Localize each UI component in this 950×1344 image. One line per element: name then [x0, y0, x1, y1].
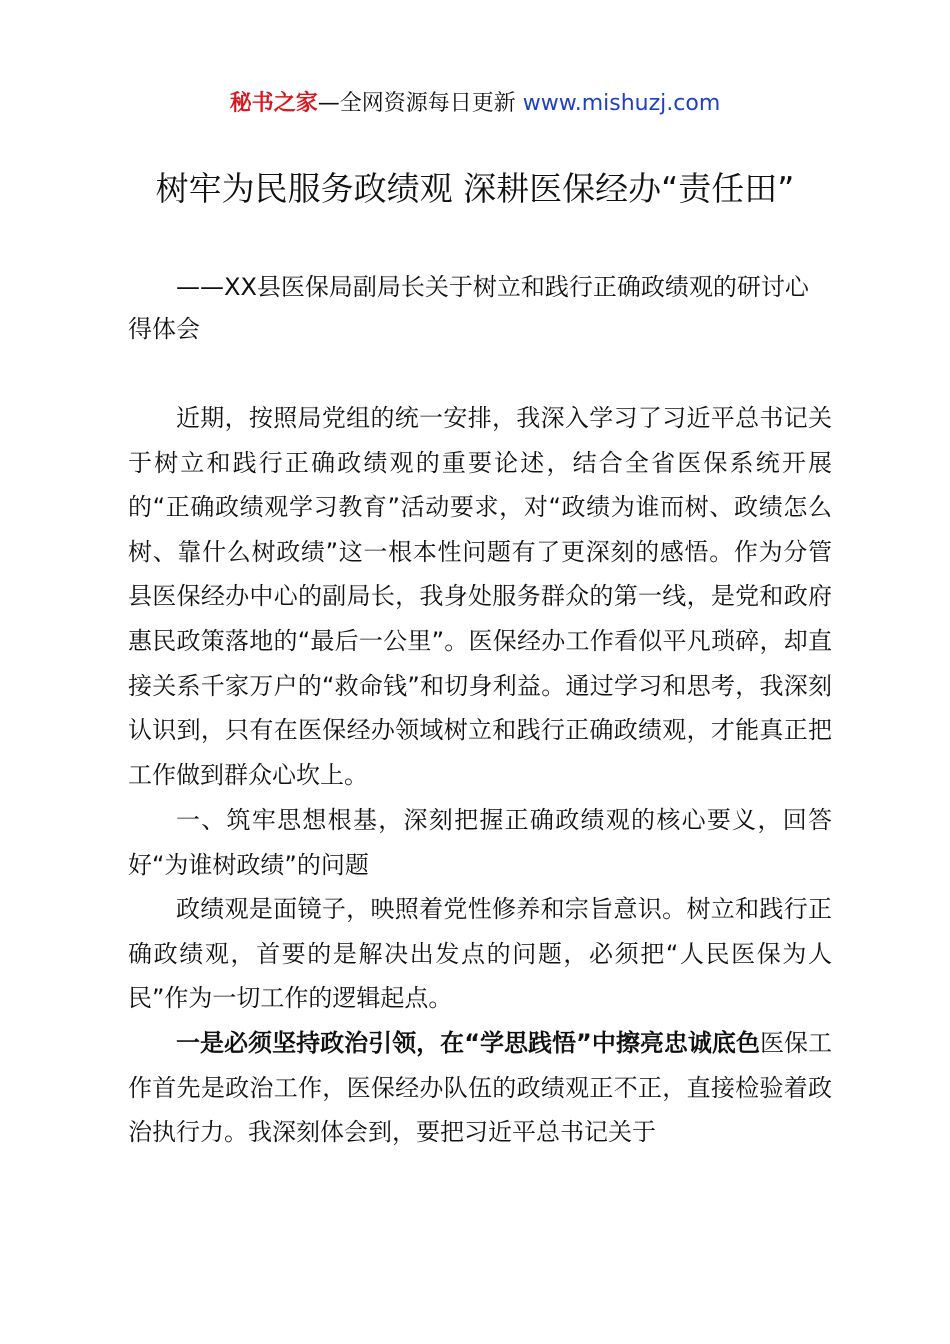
document-subtitle: ——XX县医保局副局长关于树立和践行正确政绩观的研讨心得体会 — [128, 273, 809, 343]
paragraph-intro: 近期，按照局党组的统一安排，我深入学习了习近平总书记关于树立和践行正确政绩观的重要论述，结合全省医保系统开展的“正确政绩观学习教育”活动要求，对“政绩为谁而树、政绩怎么树、靠什么树政绩”这一根本性问题有了更深刻的感悟。作为分管县医保经办中心的副局长，我身处服务群众的第一线，是党和政府惠民政策落地的“最后一公里”。医保经办工作看似平凡琐碎，却直接关系千家万户的“救命钱”和切身利益。通过学习和思考，我深刻认识到，只有在医保经办领域树立和践行正确政绩观，才能真正把工作做到群众心坎上。 — [128, 404, 832, 789]
body-section-heading-1 — [128, 798, 832, 887]
document-title: 树牢为民服务政绩观 深耕医保经办“责任田” — [155, 169, 795, 208]
point-text: 医保工作首先是政治工作，医保经办队伍的政绩观正不正，直接检验着政治执行力。我深刻体会到，要把习近平总书记关于 — [128, 1029, 833, 1147]
section-heading: 一、筑牢思想根基，深刻把握正确政绩观的核心要义，回答好“为谁树政绩”的问题 — [128, 806, 832, 879]
body-section-point-1 — [128, 1021, 832, 1155]
site-header — [0, 88, 950, 120]
paragraph-text: 政绩观是面镜子，映照着党性修养和宗旨意识。树立和践行正确政绩观，首要的是解决出发点的问题，必须把“人民医保为人民”作为一切工作的逻辑起点。 — [128, 895, 832, 1013]
body-section-paragraph-2 — [128, 887, 832, 1021]
header-tagline: —全网资源每日更新 — [317, 91, 523, 116]
brand-name: 秘书之家 — [229, 91, 318, 116]
body-section-intro — [128, 396, 832, 797]
point-heading: 一是必须坚持政治引领，在“学思践悟”中擦亮忠诚底色 — [176, 1029, 760, 1057]
site-url-link[interactable]: www.mishuzj.com — [522, 91, 721, 116]
point-paragraph — [128, 1021, 832, 1155]
